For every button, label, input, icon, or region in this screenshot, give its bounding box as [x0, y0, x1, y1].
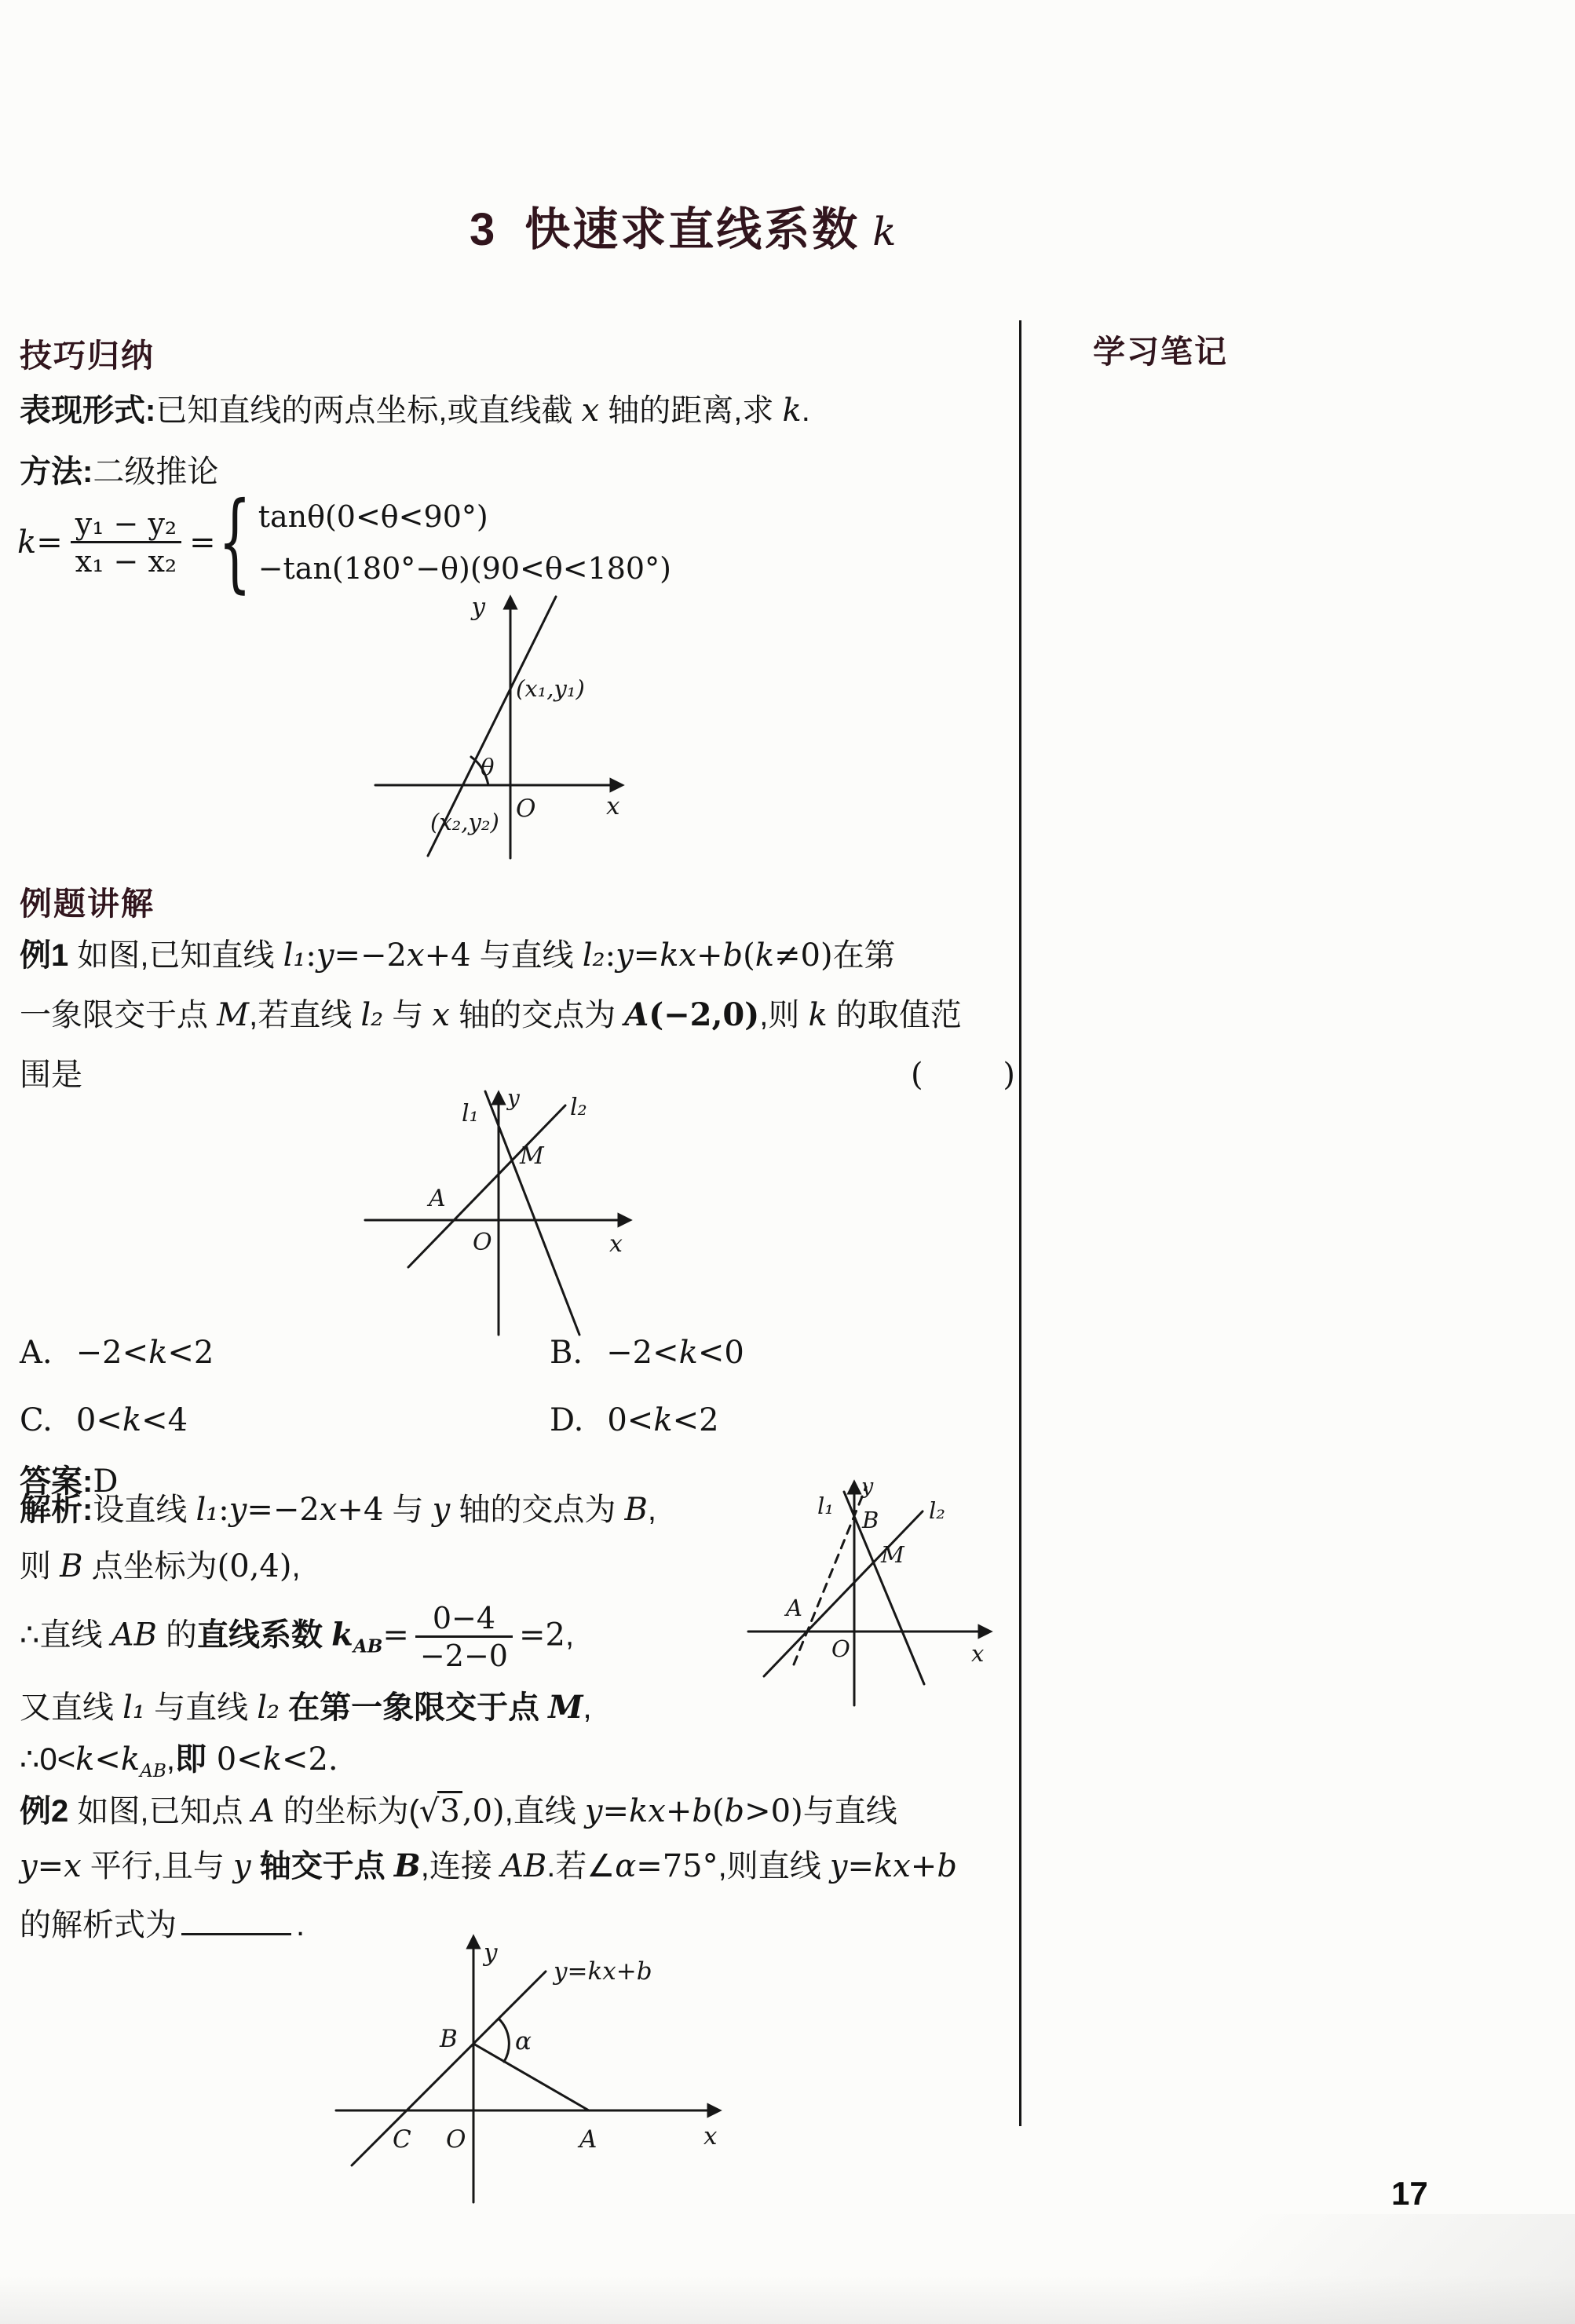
example1-answer-bracket: ( ) [911, 1057, 1015, 1093]
fig3-l2-label: l₂ [929, 1497, 945, 1524]
fig4-C-label: C [393, 2125, 411, 2154]
option-B [550, 1335, 744, 1371]
example2-line2: y=x 平行,且与 y 轴交于点 B,连接 AB.若∠α=75°,则直线 y=kx+b [20, 1847, 957, 1884]
column-divider [1019, 320, 1021, 2126]
analysis-line5: $\therefore 0<k<k_{AB}$,即 0<k<2. [20, 1741, 338, 1781]
option-C-label: C. [20, 1402, 53, 1438]
title-text: 快速求直线系数 [524, 204, 861, 255]
example1-line1: 例1 如图,已知直线 l₁:y=−2x+4 与直线 l₂:y=kx+b(k≠0)在第 [20, 937, 896, 974]
formula-case-2: −tan(180°−θ)(90<θ<180°) [258, 551, 671, 586]
fig3-l1-label: l₁ [817, 1493, 834, 1519]
option-B-label: B. [550, 1335, 583, 1371]
fig3-B-label: B [862, 1507, 879, 1533]
fig2-M-label: M [520, 1142, 544, 1170]
formula-cases [258, 499, 671, 586]
fig4-alpha-arc [499, 2019, 509, 2062]
fig4-alpha-label: α [515, 2027, 532, 2055]
fig1-y-label: y [471, 593, 485, 621]
example2-line1: 例2 如图,已知点 A 的坐标为(√3,0),直线 y=kx+b(b>0)与直线 [20, 1792, 897, 1831]
option-A-value: −2<k<2 [75, 1335, 214, 1371]
option-A [20, 1335, 214, 1371]
analysis-line3: ∴直线 AB 的直线系数 $k_{AB}=$ $\frac{0-4}{-2-0}$ =2, [20, 1601, 575, 1673]
formula-denominator: x₁ − x₂ [71, 541, 181, 579]
fig3-x-label: x [971, 1640, 985, 1667]
skills-line-form: 表现形式:已知直线的两点坐标,或直线截 x 轴的距离,求 k. [20, 393, 810, 429]
formula-case-1: tanθ(0<θ<90°) [258, 499, 488, 534]
fig4-line-equation-label: y=kx+b [554, 1957, 652, 1986]
fig3-A-label: A [786, 1595, 802, 1621]
formula-equals: = [189, 524, 216, 561]
page-number: 17 [1391, 2175, 1428, 2212]
slope-formula [17, 480, 671, 605]
option-D-value: 0<k<2 [607, 1402, 719, 1438]
fig2-y-label: y [507, 1085, 520, 1111]
analysis-line1: 解析:设直线 l₁:y=−2x+4 与 y 轴的交点为 B, [20, 1492, 656, 1528]
option-D-label: D. [550, 1402, 584, 1438]
examples-heading: 例题讲解 [20, 886, 155, 922]
fig2-origin-label: O [473, 1229, 492, 1256]
fig2-l2-label: l₂ [570, 1094, 587, 1121]
fig4-origin-label: O [446, 2125, 466, 2154]
example1-line2: 一象限交于点 M,若直线 l₂ 与 x 轴的交点为 A(−2,0),则 k 的取值范 [20, 996, 962, 1033]
fig4-x-label: x [703, 2122, 718, 2150]
option-B-value: −2<k<0 [606, 1335, 744, 1371]
page-title [470, 192, 899, 258]
fig4-A-label: A [579, 2125, 597, 2154]
option-C-value: 0<k<4 [75, 1402, 188, 1438]
fig3-M-label: M [881, 1541, 904, 1568]
formula-fraction [71, 507, 181, 578]
fig2-A-label: A [429, 1185, 446, 1212]
figure-slope-theta [353, 585, 707, 877]
formula-brace: { [217, 480, 251, 605]
answer-line: 答案:D [20, 1463, 119, 1500]
formula-lhs: k= [17, 524, 63, 561]
fig3-origin-label: O [831, 1635, 850, 1662]
example1-line3: 围是 [20, 1058, 82, 1092]
fig1-theta-label: θ [481, 754, 495, 780]
skills-line-method: 方法:二级推论 [20, 455, 219, 489]
scan-shadow-corner [1005, 2214, 1575, 2324]
example2-line3: 的解析式为 . [20, 1902, 305, 1945]
fig2-x-label: x [609, 1230, 623, 1258]
fig3-y-label: y [861, 1476, 874, 1499]
notes-heading: 学习笔记 [1093, 334, 1228, 370]
figure-example1 [353, 1085, 667, 1338]
fig1-point2-label: (x₂,y₂) [430, 809, 499, 835]
fig4-B-label: B [440, 2025, 458, 2053]
fig2-l1-label: l₁ [462, 1100, 479, 1127]
figure-analysis [742, 1476, 1056, 1737]
title-number: 3 [470, 204, 495, 255]
fig1-point1-label: (x₁,y₁) [516, 675, 585, 702]
analysis-line2: 则 B 点坐标为(0,4), [20, 1548, 301, 1584]
option-D [550, 1402, 719, 1438]
scan-shadow-bottom [0, 2275, 1575, 2324]
fig1-x-label: x [606, 792, 620, 820]
figure-example2 [314, 1920, 738, 2220]
option-C [20, 1402, 188, 1438]
option-A-label: A. [20, 1335, 53, 1371]
formula-numerator: y₁ − y₂ [75, 506, 177, 541]
skills-heading: 技巧归纳 [20, 338, 155, 374]
analysis-line4: 又直线 l₁ 与直线 l₂ 在第一象限交于点 M, [20, 1689, 592, 1726]
fig1-origin-label: O [516, 795, 536, 823]
fig4-y-label: y [484, 1938, 498, 1967]
title-variable-k: k [872, 209, 899, 254]
